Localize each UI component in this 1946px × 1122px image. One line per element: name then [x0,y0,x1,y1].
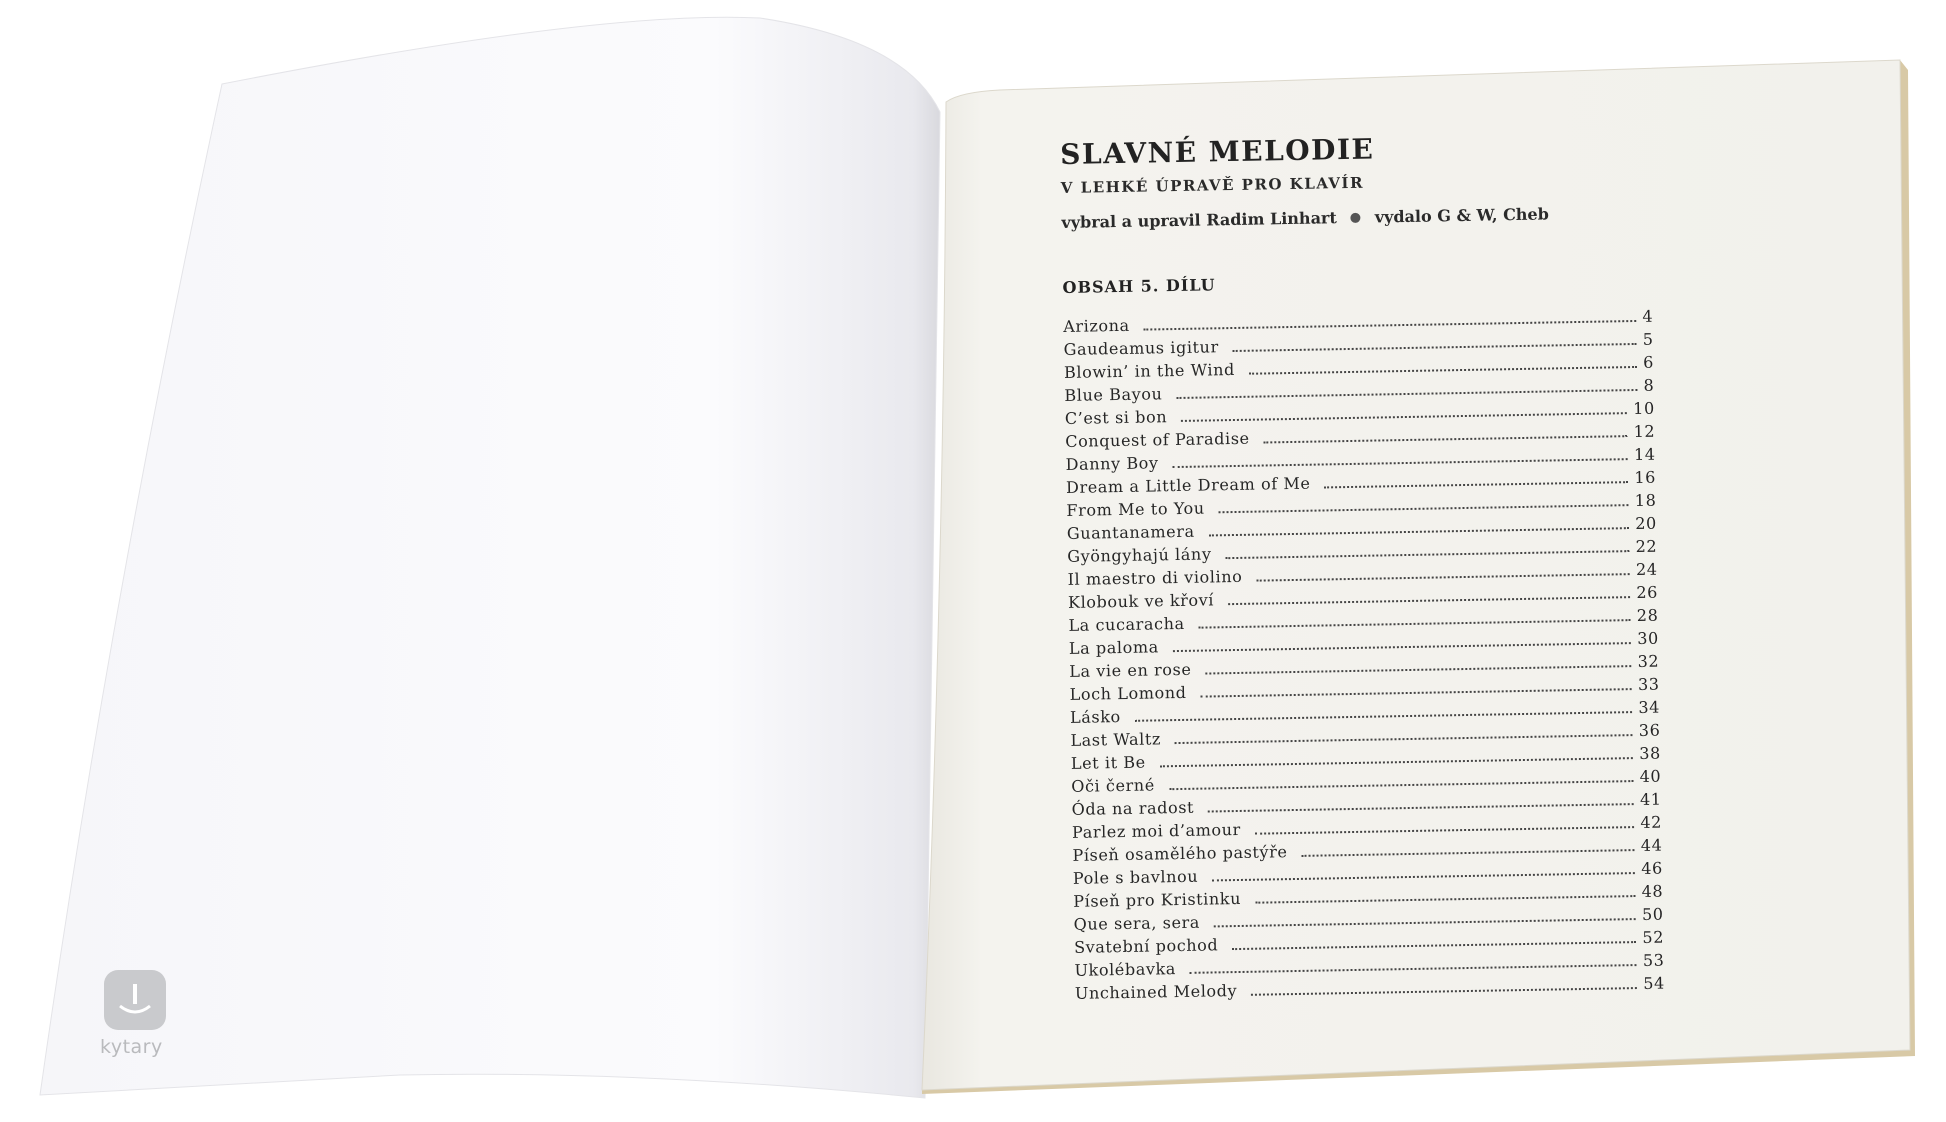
watermark-text: kytary [100,1036,163,1058]
toc-entry-title: Gyöngyhajú lány [1067,544,1212,566]
toc-entry-page: 48 [1641,881,1664,901]
toc-entry-page: 4 [1642,306,1654,326]
contents-list [1063,306,1665,1006]
contents-heading: OBSAH 5. DÍLU [1062,275,1216,297]
book-subtitle: V LEHKÉ ÚPRAVĚ PRO KLAVÍR [1060,173,1365,197]
dot-leader [1256,573,1630,582]
toc-entry-title: Gaudeamus igitur [1063,337,1219,359]
toc-entry-title: Loch Lomond [1069,682,1187,704]
toc-entry-page: 42 [1640,812,1663,832]
toc-entry-page: 12 [1633,421,1656,441]
dot-leader [1226,550,1630,559]
guitar-shop-logo-icon [104,970,166,1030]
toc-entry-title: La paloma [1068,637,1159,658]
dot-leader [1251,987,1637,996]
toc-entry-title: Lásko [1069,706,1121,727]
toc-entry-page: 14 [1633,444,1656,464]
toc-entry-title: Oči černé [1071,775,1155,796]
dot-leader [1177,389,1638,399]
toc-entry-page: 26 [1636,582,1659,602]
toc-entry-title: Píseň pro Kristinku [1073,888,1242,911]
book-title: SLAVNÉ MELODIE [1059,132,1375,171]
dot-leader [1190,964,1637,974]
toc-entry-title: Svatební pochod [1073,935,1219,957]
dot-leader [1232,941,1636,950]
toc-entry-page: 53 [1642,950,1665,970]
toc-entry-title: Parlez moi d’amour [1071,819,1242,842]
dot-leader [1228,596,1630,605]
dot-leader [1219,504,1629,513]
dot-leader [1209,527,1630,536]
toc-entry-page: 10 [1633,398,1655,418]
dot-leader [1173,642,1631,652]
dot-leader [1255,895,1636,904]
dot-leader [1175,734,1633,744]
bullet-separator-icon [1351,213,1361,223]
credits-line [1061,201,1761,232]
toc-entry-page: 34 [1638,697,1661,717]
toc-entry-title: Que sera, sera [1073,912,1201,934]
dot-leader [1173,458,1628,468]
toc-entry-page: 54 [1643,973,1665,993]
toc-entry-page: 40 [1639,766,1662,786]
dot-leader [1199,619,1631,629]
toc-entry-page: 20 [1635,513,1657,533]
toc-entry-page: 6 [1643,352,1655,372]
toc-entry-title: Ukolébavka [1074,958,1177,980]
toc-entry-title: Unchained Melody [1074,980,1238,1003]
dot-leader [1144,320,1637,331]
toc-entry-title: Óda na radost [1071,797,1195,819]
toc-entry-title: La vie en rose [1069,659,1192,681]
arranger-credit: vybral a upravil Radim Linhart [1061,207,1337,232]
toc-entry-page: 22 [1635,536,1658,556]
dot-leader [1325,481,1629,488]
toc-entry-page: 16 [1634,467,1657,487]
toc-entry-page: 18 [1634,490,1657,510]
publisher-credit: vydalo G & W, Cheb [1374,204,1549,227]
toc-entry-title: Arizona [1063,315,1130,336]
dot-leader [1181,412,1627,422]
toc-entry-page: 46 [1641,858,1663,878]
toc-entry-page: 41 [1639,789,1662,809]
dot-leader [1214,918,1636,927]
toc-entry-title: C’est si bon [1064,406,1168,428]
table-of-contents-page [1060,128,1776,1040]
toc-entry-page: 52 [1642,927,1665,947]
dot-leader [1212,872,1635,881]
toc-entry-title: Conquest of Paradise [1065,428,1250,451]
toc-entry-page: 28 [1636,605,1659,625]
toc-entry-page: 8 [1643,375,1655,395]
dot-leader [1135,711,1633,722]
dot-leader [1160,757,1634,767]
toc-entry-title: Dream a Little Dream of Me [1065,473,1311,497]
toc-entry-title: Let it Be [1070,752,1146,773]
toc-entry-title: Klobouk ve křoví [1067,590,1215,612]
dot-leader [1208,803,1634,812]
toc-entry-title: Blowin’ in the Wind [1063,359,1236,382]
dot-leader [1255,826,1635,835]
toc-entry-title: Pole s bavlnou [1072,866,1199,888]
toc-entry-title: Guantanamera [1066,521,1195,543]
toc-entry-title: Last Waltz [1070,729,1162,750]
toc-entry-page: 36 [1638,720,1661,740]
dot-leader [1206,665,1632,674]
dot-leader [1233,343,1637,352]
toc-entry-title: Blue Bayou [1064,384,1163,405]
watermark-logo [100,952,172,1062]
logo-face-icon [104,970,166,1030]
toc-entry-page: 44 [1640,835,1663,855]
toc-entry-page: 24 [1635,559,1658,579]
dot-leader [1264,435,1628,443]
toc-entry-page: 32 [1637,651,1660,671]
toc-entry-page: 5 [1642,329,1654,349]
toc-entry-page: 33 [1637,674,1660,694]
toc-entry-title: La cucaracha [1068,613,1185,635]
toc-entry-title: Danny Boy [1065,453,1159,474]
toc-entry-title: From Me to You [1066,498,1205,520]
toc-entry-page: 50 [1641,904,1664,924]
toc-entry-title: Il maestro di violino [1067,566,1243,589]
dot-leader [1301,849,1634,857]
toc-entry-page: 38 [1639,743,1661,763]
dot-leader [1201,688,1633,698]
toc-entry-title: Píseň osamělého pastýře [1072,841,1288,865]
toc-entry-page: 30 [1637,628,1659,648]
dot-leader [1249,366,1637,375]
dot-leader [1169,780,1634,790]
